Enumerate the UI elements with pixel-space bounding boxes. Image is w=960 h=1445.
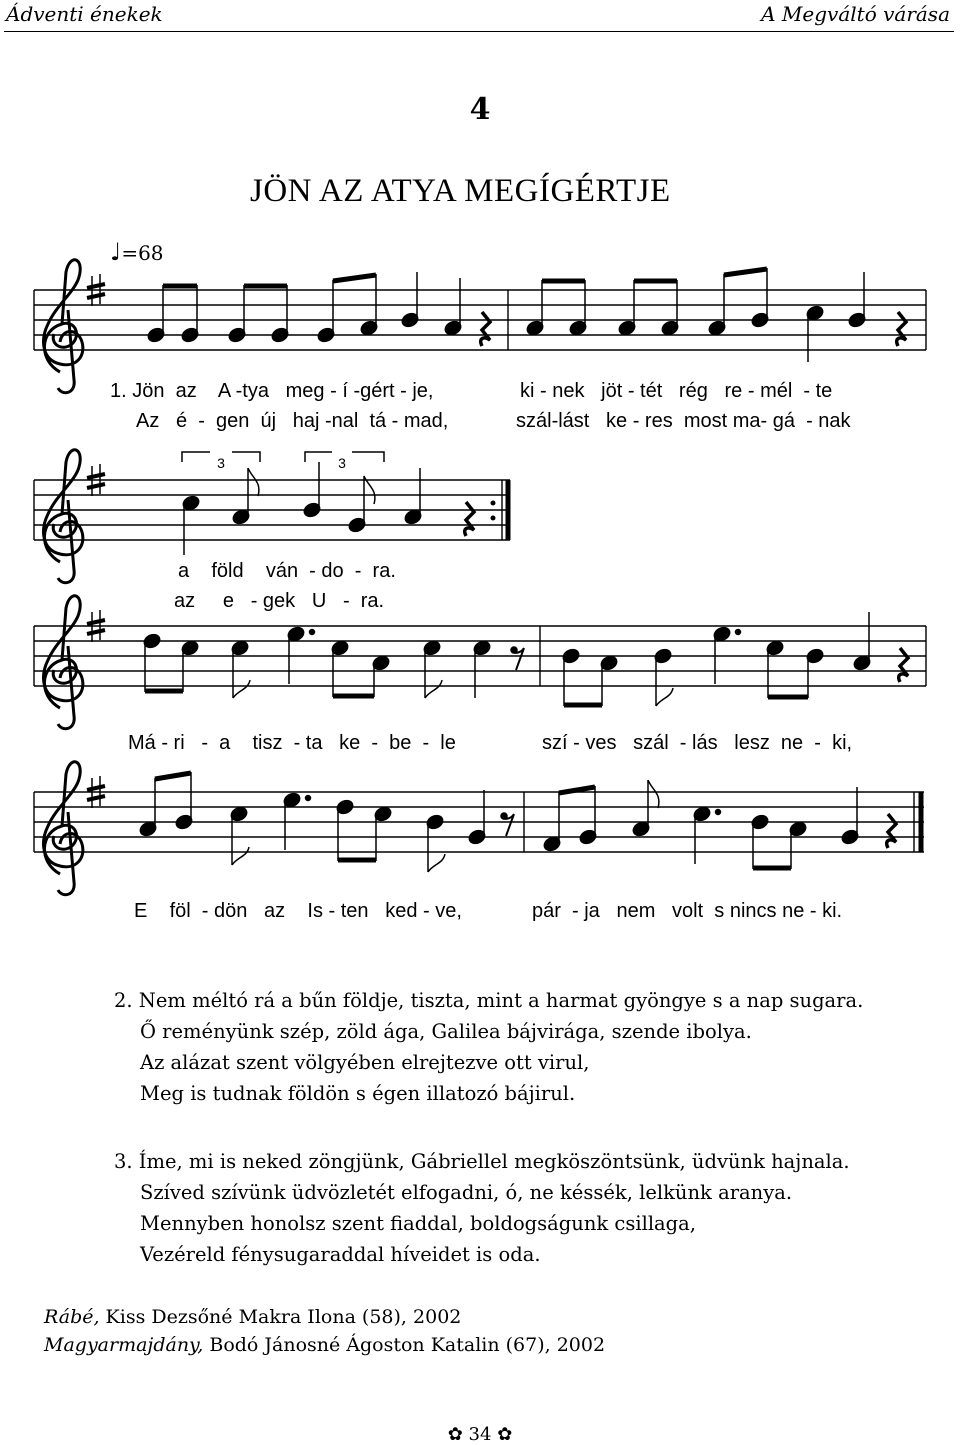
treble-clef-icon	[44, 260, 83, 393]
lyrics-line-4b: pár - ja nem volt s nincs ne - ki.	[532, 900, 843, 922]
ornament-icon: ✿	[497, 1424, 513, 1445]
lyrics-line-1-verse-1b: ki - nek jöt - tét rég re - mél - te	[520, 380, 833, 402]
page-number: 34	[468, 1424, 492, 1445]
stanza-line: Ő reményünk szép, zöld ága, Galilea bájvirága, szende ibolya.	[140, 1020, 752, 1043]
header-book-title: Ádventi énekek	[6, 2, 163, 26]
stanza-3	[0, 1146, 960, 1270]
tempo-marking: ♩=68	[110, 238, 164, 266]
song-title: JÖN AZ ATYA MEGÍGÉRTJE	[250, 173, 671, 209]
stanza-line: Mennyben honolsz szent fiaddal, boldogságunk csillaga,	[140, 1212, 696, 1235]
lyrics-line-1-verse-2: Az é - gen új haj -nal tá - mad,	[136, 410, 449, 432]
song-number: 4	[469, 92, 491, 127]
credit-line	[44, 1334, 605, 1356]
ornament-icon: ✿	[447, 1424, 463, 1445]
lyrics-line-3b: szí - ves szál - lás lesz ne - ki,	[542, 732, 853, 754]
lyrics-line-1-verse-2b: szál-lást ke - res most ma- gá - nak	[516, 410, 851, 432]
stanza-line: 2. Nem méltó rá a bűn földje, tiszta, mint a harmat gyöngye s a nap sugara.	[114, 989, 864, 1012]
lyrics-line-2-verse-1: a föld ván - do - ra.	[178, 560, 396, 582]
credit-line	[44, 1306, 461, 1328]
stanza-line: Vezéreld fénysugaraddal híveidet is oda.	[140, 1243, 541, 1266]
treble-clef-icon	[44, 450, 83, 583]
tuplet-label: 3	[338, 455, 346, 471]
stanza-line: Az alázat szent völgyében elrejtezve ott virul,	[140, 1051, 590, 1074]
notes-staff-1	[146, 268, 906, 362]
credit-place: Magyarmajdány,	[44, 1334, 204, 1356]
treble-clef-icon	[44, 762, 83, 895]
staff-line-2	[34, 480, 510, 540]
credit-person: Kiss Dezsőné Makra Ilona (58), 2002	[99, 1306, 462, 1328]
stanza-line: 3. Íme, mi is neked zöngjünk, Gábriellel megköszöntsünk, üdvünk hajnala.	[114, 1150, 850, 1173]
tuplet-brackets	[182, 452, 384, 462]
stanza-line: Meg is tudnak földön s égen illatozó bájirul.	[140, 1082, 576, 1105]
lyrics-line-2-verse-2: az e - gek U - ra.	[174, 590, 385, 612]
lyrics-line-3: Má - ri - a tisz - ta ke - be - le	[128, 732, 456, 754]
credit-person: Bodó Jánosné Ágoston Katalin (67), 2002	[203, 1334, 606, 1356]
quarter-note-icon: ♩	[110, 238, 122, 266]
stanza-2	[0, 985, 960, 1109]
credit-place: Rábé,	[44, 1306, 100, 1328]
header-section-title: A Megváltó várása	[761, 2, 950, 26]
notes-staff-2	[181, 462, 474, 555]
treble-clef-icon	[44, 596, 83, 729]
lyrics-line-4: E föl - dön az Is - ten ked - ve,	[134, 900, 462, 922]
lyrics-line-1-verse-1: 1. Jön az A -tya meg - í -gért - je,	[110, 380, 434, 402]
stanza-line: Szíved szívünk üdvözletét elfogadni, ó, ne késsék, lelkünk aranya.	[140, 1181, 793, 1204]
page-number-footer	[0, 1424, 960, 1445]
staff-line-3	[34, 626, 926, 686]
tuplet-label: 3	[217, 455, 225, 471]
